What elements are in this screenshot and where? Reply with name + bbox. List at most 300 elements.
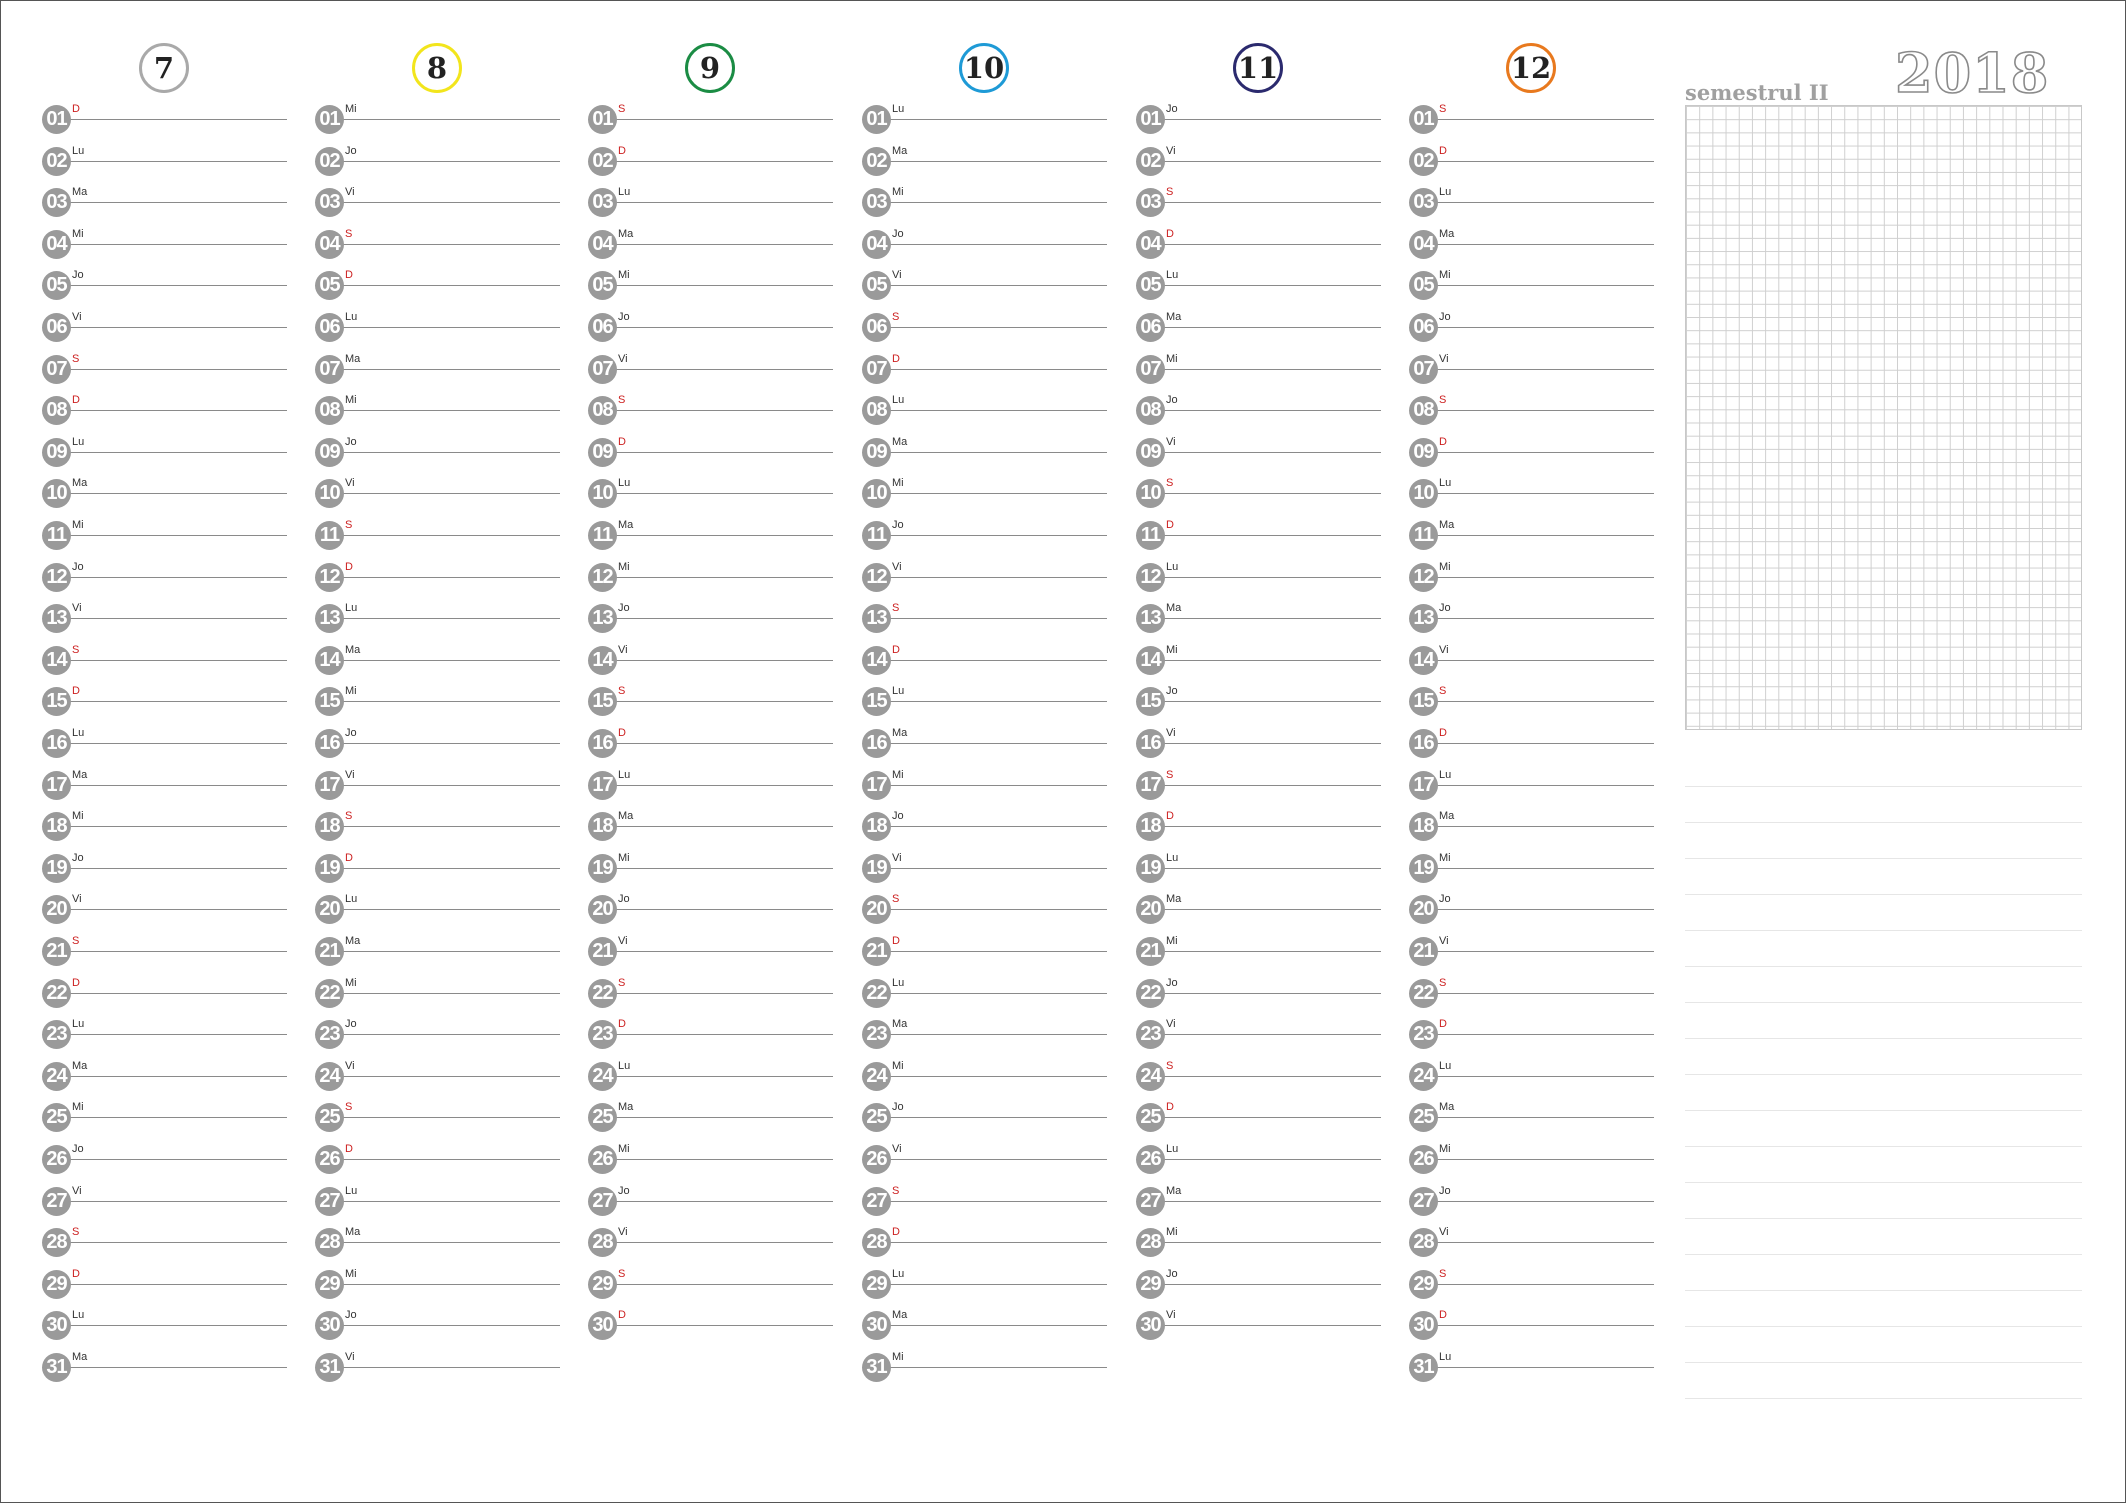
- writing-line: [890, 1034, 1107, 1035]
- day-row: [588, 435, 833, 478]
- weekday-label: Lu: [618, 1059, 631, 1072]
- day-row: [588, 227, 833, 270]
- day-number-badge: 21: [315, 937, 344, 966]
- weekday-label: D: [72, 103, 80, 115]
- weekday-label: Vi: [345, 477, 355, 490]
- weekday-label: Ma: [1439, 810, 1455, 823]
- weekday-label: D: [618, 1309, 626, 1322]
- writing-line: [616, 1159, 833, 1160]
- day-number-badge: 22: [1409, 979, 1438, 1008]
- writing-line: [343, 743, 560, 744]
- day-row: [588, 560, 833, 603]
- day-row: [1136, 1267, 1381, 1310]
- writing-line: [70, 535, 287, 536]
- day-row: [1136, 895, 1381, 935]
- writing-line: [70, 1076, 287, 1077]
- day-row: [1409, 188, 1654, 228]
- day-number-badge: 02: [42, 147, 71, 176]
- month-number-badge: 12: [1506, 43, 1556, 93]
- day-number-badge: 30: [588, 1311, 617, 1340]
- weekday-label: Mi: [1166, 352, 1178, 365]
- writing-line: [1437, 452, 1654, 453]
- day-number-badge: 01: [862, 105, 891, 134]
- writing-line: [1437, 1284, 1654, 1285]
- weekday-label: Jo: [1166, 394, 1178, 407]
- writing-line: [70, 618, 287, 619]
- day-number-badge: 14: [1136, 646, 1165, 675]
- writing-line: [890, 119, 1107, 120]
- writing-line: [70, 493, 287, 494]
- day-row: [315, 1145, 560, 1185]
- writing-line: [1164, 993, 1381, 994]
- day-row: [315, 729, 560, 769]
- day-row: [862, 1145, 1107, 1185]
- weekday-label: D: [345, 269, 353, 282]
- weekday-label: Vi: [892, 851, 902, 864]
- day-number-badge: 07: [42, 355, 71, 384]
- day-number-badge: 29: [42, 1270, 71, 1299]
- note-line: [1685, 1110, 2082, 1111]
- writing-line: [616, 202, 833, 203]
- day-number-badge: 12: [1136, 563, 1165, 592]
- day-row: [42, 1353, 287, 1393]
- writing-line: [1437, 202, 1654, 203]
- day-number-badge: 18: [315, 812, 344, 841]
- writing-line: [1437, 119, 1654, 120]
- day-number-badge: 27: [862, 1187, 891, 1216]
- weekday-label: Mi: [72, 227, 84, 240]
- day-number-badge: 07: [1136, 355, 1165, 384]
- weekday-label: Mi: [345, 103, 357, 115]
- month-number-badge: 8: [412, 43, 462, 93]
- day-row: [1136, 687, 1381, 727]
- writing-line: [343, 285, 560, 286]
- day-row: [315, 1184, 560, 1227]
- weekday-label: S: [618, 685, 626, 698]
- day-row: [862, 521, 1107, 561]
- writing-line: [70, 452, 287, 453]
- day-number-badge: 24: [315, 1062, 344, 1091]
- writing-line: [1437, 161, 1654, 162]
- day-number-badge: 22: [42, 979, 71, 1008]
- notes-panel: [1685, 31, 2085, 1431]
- day-row: [1136, 271, 1381, 311]
- day-number-badge: 19: [1409, 854, 1438, 883]
- writing-line: [1164, 660, 1381, 661]
- writing-line: [890, 701, 1107, 702]
- weekday-label: S: [1166, 1059, 1174, 1072]
- writing-line: [1164, 410, 1381, 411]
- day-row: [315, 435, 560, 478]
- weekday-label: Ma: [1439, 1101, 1455, 1114]
- day-number-badge: 18: [862, 812, 891, 841]
- note-line: [1685, 1038, 2082, 1039]
- day-row: [315, 560, 560, 603]
- weekday-label: Lu: [72, 144, 85, 157]
- weekday-label: Ma: [1166, 893, 1182, 906]
- writing-line: [70, 909, 287, 910]
- writing-line: [1164, 618, 1381, 619]
- weekday-label: S: [72, 643, 80, 656]
- note-line: [1685, 1290, 2082, 1291]
- day-row: [862, 1020, 1107, 1060]
- writing-line: [616, 535, 833, 536]
- writing-line: [343, 701, 560, 702]
- day-number-badge: 26: [588, 1145, 617, 1174]
- day-row: [1136, 352, 1381, 395]
- weekday-label: Ma: [1166, 311, 1182, 323]
- day-row: [315, 1020, 560, 1060]
- writing-line: [1437, 1117, 1654, 1118]
- day-row: [588, 687, 833, 727]
- weekday-label: Jo: [1166, 976, 1178, 989]
- weekday-label: Jo: [1166, 1267, 1178, 1280]
- day-number-badge: 09: [588, 438, 617, 467]
- day-row: [862, 1267, 1107, 1310]
- day-number-badge: 15: [42, 687, 71, 716]
- writing-line: [1164, 826, 1381, 827]
- day-number-badge: 13: [1136, 604, 1165, 633]
- writing-line: [1437, 868, 1654, 869]
- weekday-label: S: [892, 311, 900, 323]
- weekday-label: S: [1166, 477, 1174, 490]
- day-number-badge: 16: [42, 729, 71, 758]
- day-row: [315, 976, 560, 1019]
- writing-line: [1164, 1159, 1381, 1160]
- writing-line: [70, 1367, 287, 1368]
- day-number-badge: 09: [1136, 438, 1165, 467]
- weekday-label: Mi: [72, 1101, 84, 1114]
- weekday-label: S: [1439, 1267, 1447, 1280]
- day-row: [42, 352, 287, 395]
- writing-line: [70, 285, 287, 286]
- weekday-label: Mi: [892, 768, 904, 781]
- writing-line: [616, 369, 833, 370]
- day-number-badge: 08: [588, 396, 617, 425]
- day-number-badge: 28: [1409, 1228, 1438, 1257]
- day-number-badge: 27: [1409, 1187, 1438, 1216]
- day-row: [862, 396, 1107, 436]
- writing-line: [343, 1325, 560, 1326]
- day-row: [588, 851, 833, 894]
- weekday-label: D: [1439, 435, 1447, 448]
- day-number-badge: 28: [1136, 1228, 1165, 1257]
- day-row: [862, 643, 1107, 686]
- day-row: [315, 643, 560, 686]
- day-number-badge: 29: [588, 1270, 617, 1299]
- note-line: [1685, 858, 2082, 859]
- writing-line: [70, 1325, 287, 1326]
- day-number-badge: 13: [862, 604, 891, 633]
- day-row: [315, 1353, 560, 1393]
- day-row: [315, 1103, 560, 1143]
- day-row: [1409, 895, 1654, 935]
- day-number-badge: 26: [42, 1145, 71, 1174]
- day-number-badge: 13: [315, 604, 344, 633]
- weekday-label: Ma: [892, 1309, 908, 1322]
- day-row: [862, 937, 1107, 977]
- day-row: [588, 1059, 833, 1102]
- day-number-badge: 23: [315, 1020, 344, 1049]
- weekday-label: Lu: [892, 103, 905, 115]
- weekday-label: D: [618, 1018, 626, 1031]
- day-row: [42, 1267, 287, 1310]
- writing-line: [343, 369, 560, 370]
- semester-label: semestrul II: [1685, 80, 1829, 105]
- day-row: [315, 812, 560, 852]
- day-row: [315, 313, 560, 353]
- day-row: [588, 479, 833, 519]
- weekday-label: D: [1166, 227, 1174, 240]
- day-row: [1136, 1103, 1381, 1143]
- weekday-label: Mi: [1166, 1226, 1178, 1239]
- writing-line: [343, 1367, 560, 1368]
- weekday-label: D: [892, 935, 900, 947]
- day-row: [1409, 396, 1654, 436]
- weekday-label: Lu: [1166, 269, 1179, 282]
- weekday-label: Mi: [618, 851, 630, 864]
- month-column: [1409, 1, 1654, 1401]
- day-number-badge: 05: [315, 271, 344, 300]
- day-number-badge: 25: [1409, 1103, 1438, 1132]
- weekday-label: S: [1439, 685, 1447, 698]
- day-row: [862, 271, 1107, 311]
- writing-line: [616, 493, 833, 494]
- writing-line: [70, 161, 287, 162]
- day-number-badge: 06: [862, 313, 891, 342]
- weekday-label: Ma: [618, 227, 634, 240]
- day-row: [42, 271, 287, 311]
- writing-line: [1437, 660, 1654, 661]
- writing-line: [616, 1284, 833, 1285]
- writing-line: [343, 909, 560, 910]
- writing-line: [1164, 1242, 1381, 1243]
- day-number-badge: 30: [1409, 1311, 1438, 1340]
- day-number-badge: 17: [588, 771, 617, 800]
- writing-line: [1437, 244, 1654, 245]
- weekday-label: Ma: [1439, 227, 1455, 240]
- day-number-badge: 16: [862, 729, 891, 758]
- writing-line: [1437, 909, 1654, 910]
- writing-line: [1164, 785, 1381, 786]
- weekday-label: S: [892, 1184, 900, 1197]
- writing-line: [616, 785, 833, 786]
- writing-line: [890, 618, 1107, 619]
- weekday-label: Ma: [72, 1059, 88, 1072]
- day-number-badge: 05: [588, 271, 617, 300]
- day-number-badge: 28: [588, 1228, 617, 1257]
- writing-line: [1437, 785, 1654, 786]
- writing-line: [1164, 1076, 1381, 1077]
- note-line: [1685, 822, 2082, 823]
- day-row: [1409, 1020, 1654, 1060]
- weekday-label: S: [345, 810, 353, 823]
- day-row: [1136, 1059, 1381, 1102]
- writing-line: [1164, 202, 1381, 203]
- weekday-label: Ma: [1439, 519, 1455, 531]
- day-row: [42, 1228, 287, 1268]
- day-row: [42, 105, 287, 145]
- day-number-badge: 30: [42, 1311, 71, 1340]
- weekday-label: Ma: [345, 935, 361, 947]
- writing-line: [1164, 868, 1381, 869]
- day-number-badge: 21: [588, 937, 617, 966]
- writing-line: [890, 369, 1107, 370]
- day-number-badge: 25: [42, 1103, 71, 1132]
- day-row: [1136, 1228, 1381, 1268]
- writing-line: [616, 244, 833, 245]
- writing-line: [70, 1201, 287, 1202]
- writing-line: [70, 1159, 287, 1160]
- month-column: [588, 1, 833, 1401]
- day-row: [1136, 521, 1381, 561]
- writing-line: [1164, 1201, 1381, 1202]
- weekday-label: Lu: [345, 893, 358, 906]
- writing-line: [890, 1325, 1107, 1326]
- weekday-label: Jo: [1439, 602, 1451, 615]
- writing-line: [890, 285, 1107, 286]
- weekday-label: D: [72, 685, 80, 698]
- day-row: [588, 895, 833, 935]
- writing-line: [1437, 327, 1654, 328]
- writing-line: [890, 743, 1107, 744]
- writing-line: [890, 1201, 1107, 1202]
- writing-line: [1164, 1117, 1381, 1118]
- day-row: [862, 851, 1107, 894]
- day-row: [862, 227, 1107, 270]
- weekday-label: Jo: [1166, 685, 1178, 698]
- day-number-badge: 10: [862, 479, 891, 508]
- weekday-label: Ma: [72, 186, 88, 199]
- day-number-badge: 15: [1409, 687, 1438, 716]
- writing-line: [890, 577, 1107, 578]
- weekday-label: Mi: [892, 477, 904, 490]
- weekday-label: Mi: [618, 1143, 630, 1155]
- weekday-label: Jo: [892, 810, 904, 823]
- month-column: [315, 1, 560, 1401]
- weekday-label: Vi: [1439, 935, 1449, 947]
- writing-line: [1437, 826, 1654, 827]
- weekday-label: Lu: [892, 976, 905, 989]
- writing-line: [890, 410, 1107, 411]
- day-number-badge: 01: [1136, 105, 1165, 134]
- day-row: [1136, 435, 1381, 478]
- writing-line: [70, 868, 287, 869]
- day-row: [1136, 768, 1381, 811]
- writing-line: [70, 577, 287, 578]
- month-number-badge: 10: [959, 43, 1009, 93]
- day-row: [588, 976, 833, 1019]
- day-row: [862, 1228, 1107, 1268]
- writing-line: [343, 410, 560, 411]
- day-number-badge: 26: [1409, 1145, 1438, 1174]
- day-row: [42, 812, 287, 852]
- weekday-label: Jo: [892, 1101, 904, 1114]
- writing-line: [616, 909, 833, 910]
- weekday-label: S: [345, 1101, 353, 1114]
- writing-line: [616, 577, 833, 578]
- weekday-label: D: [1166, 1101, 1174, 1114]
- weekday-label: Jo: [345, 144, 357, 157]
- weekday-label: D: [618, 144, 626, 157]
- writing-line: [890, 951, 1107, 952]
- day-number-badge: 07: [1409, 355, 1438, 384]
- day-row: [42, 313, 287, 353]
- day-number-badge: 29: [1136, 1270, 1165, 1299]
- weekday-label: Ma: [72, 477, 88, 490]
- weekday-label: Jo: [345, 1309, 357, 1322]
- writing-line: [616, 327, 833, 328]
- day-number-badge: 21: [1136, 937, 1165, 966]
- day-number-badge: 24: [1136, 1062, 1165, 1091]
- day-row: [588, 1311, 833, 1351]
- day-row: [588, 188, 833, 228]
- writing-line: [1164, 701, 1381, 702]
- writing-line: [343, 1034, 560, 1035]
- writing-line: [1437, 993, 1654, 994]
- weekday-label: Jo: [1439, 1184, 1451, 1197]
- writing-line: [1164, 285, 1381, 286]
- weekday-label: Vi: [618, 1226, 628, 1239]
- day-row: [588, 1103, 833, 1143]
- day-number-badge: 29: [315, 1270, 344, 1299]
- weekday-label: Ma: [618, 519, 634, 531]
- weekday-label: S: [1439, 103, 1447, 115]
- day-number-badge: 02: [1409, 147, 1438, 176]
- day-row: [42, 396, 287, 436]
- weekday-label: Jo: [1439, 311, 1451, 323]
- writing-line: [1437, 1034, 1654, 1035]
- day-number-badge: 06: [315, 313, 344, 342]
- writing-line: [343, 535, 560, 536]
- note-line: [1685, 1326, 2082, 1327]
- writing-line: [343, 1076, 560, 1077]
- day-row: [42, 435, 287, 478]
- day-row: [42, 687, 287, 727]
- writing-line: [343, 993, 560, 994]
- month-column: [862, 1, 1107, 1401]
- weekday-label: Mi: [618, 269, 630, 282]
- weekday-label: Mi: [1166, 643, 1178, 656]
- day-row: [862, 313, 1107, 353]
- writing-line: [616, 1034, 833, 1035]
- writing-line: [70, 1284, 287, 1285]
- day-row: [1136, 851, 1381, 894]
- weekday-label: Lu: [892, 685, 905, 698]
- writing-line: [70, 785, 287, 786]
- day-number-badge: 04: [588, 230, 617, 259]
- weekday-label: D: [345, 1143, 353, 1155]
- writing-line: [70, 410, 287, 411]
- day-number-badge: 03: [588, 188, 617, 217]
- day-number-badge: 21: [42, 937, 71, 966]
- day-number-badge: 02: [315, 147, 344, 176]
- day-row: [588, 643, 833, 686]
- day-row: [1136, 227, 1381, 270]
- day-row: [315, 1311, 560, 1351]
- writing-line: [343, 1201, 560, 1202]
- month-number-badge: 7: [139, 43, 189, 93]
- day-number-badge: 27: [1136, 1187, 1165, 1216]
- weekday-label: Vi: [72, 1184, 82, 1197]
- writing-line: [616, 161, 833, 162]
- day-row: [315, 396, 560, 436]
- writing-line: [1164, 1325, 1381, 1326]
- graph-paper-grid: [1685, 105, 2082, 730]
- weekday-label: S: [618, 1267, 626, 1280]
- day-row: [1409, 604, 1654, 644]
- weekday-label: Vi: [1166, 144, 1176, 157]
